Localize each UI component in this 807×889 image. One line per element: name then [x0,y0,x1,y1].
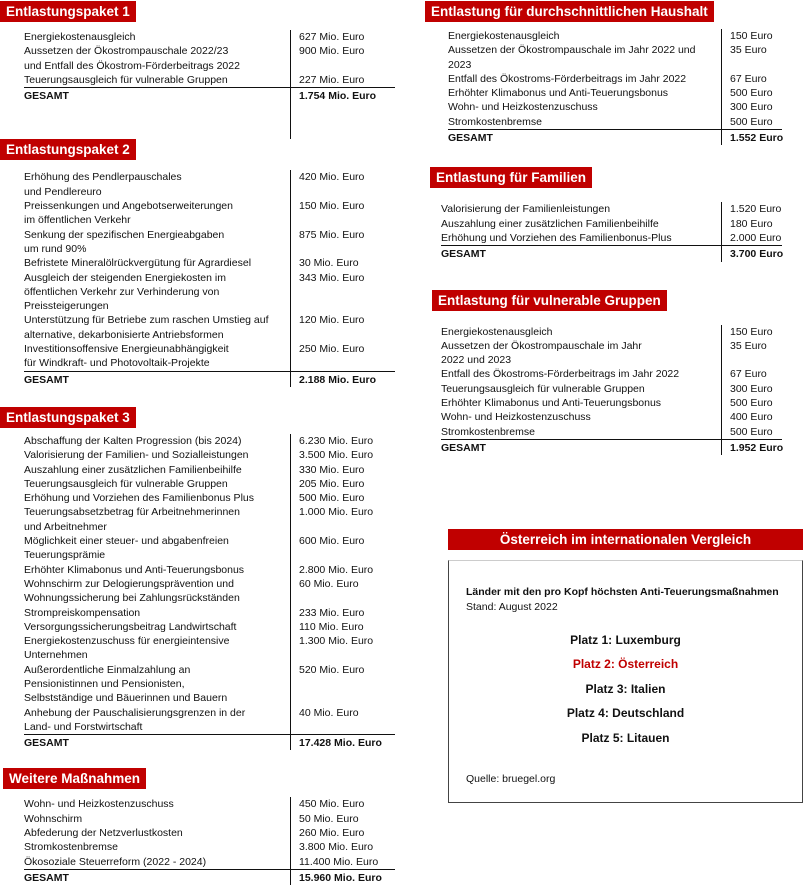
table-paket-2 [24,170,395,386]
row-label: Aussetzen der Ökostrompauschale im Jahr 2022 und 2023 [441,339,642,367]
row-value: 67 Euro [721,72,782,86]
row-value: 343 Mio. Euro [290,271,395,314]
table-familien [441,202,782,261]
left-column [0,0,405,885]
total-value: 3.700 Euro [721,245,782,261]
row-label: Wohnschirm zur Delogierungsprävention und Wohnungssicherung bei Zahlungsrückständen [24,577,240,605]
row-value: 150 Euro [721,325,782,339]
rank-item: Platz 4: Deutschland [566,706,685,721]
row-label: Erhöhter Klimabonus und Anti-Teuerungsbonus [448,87,669,100]
row-label: Valorisierung der Familienleistungen [441,203,611,216]
comparison-box [448,560,803,803]
row-value: 35 Euro [721,43,782,72]
row-label: Entfall des Ökostroms-Förderbeitrags im Jahr 2022 [441,368,680,381]
row-label: Wohn- und Heizkostenzuschuss [448,101,598,114]
row-label: Erhöhung und Vorziehen des Familienbonus-Plus [441,231,672,244]
section-header-vergleich: Österreich im internationalen Vergleich [448,529,803,550]
row-value: 60 Mio. Euro [290,577,395,606]
section-familien [430,167,807,261]
row-value: 260 Mio. Euro [290,826,395,840]
row-value: 50 Mio. Euro [290,812,395,826]
row-label: Aussetzen der Ökostrompauschale 2022/23 und Entfall des Ökostrom-Förderbeitrags 2022 [24,45,240,72]
total-value: 2.188 Mio. Euro [290,371,395,387]
row-label: Entfall des Ökostroms-Förderbeitrags im Jahr 2022 [448,72,687,85]
total-label: GESAMT [24,734,290,750]
row-label: Wohn- und Heizkostenzuschuss [441,411,591,424]
row-value: 205 Mio. Euro [290,477,395,491]
table-spacer [24,103,290,139]
table-weitere [24,797,395,885]
row-value: 500 Euro [721,396,782,410]
row-label: Erhöhter Klimabonus und Anti-Teuerungsbonus [441,397,662,410]
column-divider [290,103,395,139]
row-label: Abschaffung der Kalten Progression (bis 2024) [24,434,242,447]
row-label: Versorgungssicherungsbeitrag Landwirtschaft [24,620,237,633]
row-value: 450 Mio. Euro [290,797,395,811]
total-value: 17.428 Mio. Euro [290,734,395,750]
row-label: Investitionsoffensive Energieunabhängigkeit für Windkraft- und Photovoltaik-Projekte [24,343,229,370]
row-label: Erhöhung des Pendlerpauschales und Pendlereuro [24,171,182,198]
row-label: Befristete Mineralölrückvergütung für Agrardiesel [24,257,252,270]
comparison-date: Stand: August 2022 [466,600,558,613]
row-label: Anhebung der Pauschalisierungsgrenzen in der Land- und Forstwirtschaft [24,706,246,733]
row-value: 3.800 Mio. Euro [290,840,395,854]
comparison-source: Quelle: bruegel.org [466,772,556,785]
row-value: 30 Mio. Euro [290,256,395,270]
ranking-list [466,632,785,746]
total-label: GESAMT [24,869,290,885]
section-haushalt [425,1,807,145]
row-value: 420 Mio. Euro [290,170,395,199]
row-value: 250 Mio. Euro [290,342,395,371]
row-value: 35 Euro [721,339,782,368]
row-label: Erhöhter Klimabonus und Anti-Teuerungsbonus [24,563,245,576]
row-value: 500 Mio. Euro [290,491,395,505]
total-label: GESAMT [441,245,721,261]
row-label: Unterstützung für Betriebe zum raschen Umstieg auf alternative, dekarbonisierte Antriebsformen [24,314,269,341]
table-vulnerable [441,325,782,456]
section-header-weitere: Weitere Maßnahmen [3,768,146,789]
row-value: 1.000 Mio. Euro [290,505,395,534]
row-label: Teuerungsausgleich für vulnerable Gruppen [441,382,645,395]
row-value: 520 Mio. Euro [290,663,395,706]
row-value: 600 Mio. Euro [290,534,395,563]
row-value: 233 Mio. Euro [290,606,395,620]
row-label: Stromkostenbremse [24,841,118,854]
total-value: 1.754 Mio. Euro [290,87,395,103]
right-column [420,0,807,803]
section-header-paket-3: Entlastungspaket 3 [0,407,136,428]
section-paket-2 [0,139,405,386]
section-header-paket-1: Entlastungspaket 1 [0,1,136,22]
row-label: Strompreiskompensation [24,606,141,619]
row-label: Teuerungsabsetzbetrag für Arbeitnehmerinnen und Arbeitnehmer [24,506,240,533]
table-paket-3 [24,434,395,751]
row-label: Auszahlung einer zusätzlichen Familienbeihilfe [24,463,242,476]
section-weitere [3,768,405,885]
row-value: 1.520 Euro [721,202,782,216]
section-vulnerable [432,290,807,456]
row-label: Teuerungsausgleich für vulnerable Gruppen [24,73,228,86]
row-label: Erhöhung und Vorziehen des Familienbonus Plus [24,492,254,505]
row-label: Abfederung der Netzverlustkosten [24,827,183,840]
row-label: Auszahlung einer zusätzlichen Familienbeihilfe [441,217,659,230]
table-haushalt [448,29,782,145]
row-label: Teuerungsausgleich für vulnerable Gruppen [24,477,228,490]
row-value: 150 Euro [721,29,782,43]
row-value: 300 Euro [721,100,782,114]
section-header-haushalt: Entlastung für durchschnittlichen Haushalt [425,1,714,22]
rank-item: Platz 5: Litauen [581,730,670,745]
section-vergleich [448,529,803,803]
row-label: Valorisierung der Familien- und Sozialleistungen [24,449,249,462]
row-value: 500 Euro [721,115,782,129]
row-value: 500 Euro [721,86,782,100]
total-label: GESAMT [24,87,290,103]
row-value: 67 Euro [721,367,782,381]
row-label: Aussetzen der Ökostrompauschale im Jahr 2022 und 2023 [448,44,696,71]
row-value: 227 Mio. Euro [290,73,395,87]
rank-item: Platz 3: Italien [585,681,666,696]
row-value: 120 Mio. Euro [290,313,395,342]
total-label: GESAMT [448,129,721,145]
row-label: Stromkostenbremse [448,115,542,128]
row-value: 3.500 Mio. Euro [290,448,395,462]
row-label: Senkung der spezifischen Energieabgaben um rund 90% [24,228,225,255]
row-label: Wohnschirm [24,812,83,825]
section-header-vulnerable: Entlastung für vulnerable Gruppen [432,290,667,311]
row-label: Preissenkungen und Angebotserweiterungen im öffentlichen Verkehr [24,200,233,227]
rank-item: Platz 2: Österreich [572,657,679,672]
section-paket-1 [0,1,405,139]
row-value: 400 Euro [721,410,782,424]
row-value: 6.230 Mio. Euro [290,434,395,448]
row-value: 1.300 Mio. Euro [290,634,395,663]
row-value: 110 Mio. Euro [290,620,395,634]
row-value: 627 Mio. Euro [290,30,395,44]
row-value: 11.400 Mio. Euro [290,855,395,869]
row-value: 180 Euro [721,217,782,231]
total-label: GESAMT [441,439,721,455]
row-label: Ausgleich der steigenden Energiekosten im öffentlichen Verkehr zur Verhinderung von Preissteigerungen [24,271,226,313]
rank-item: Platz 1: Luxemburg [570,632,681,647]
row-label: Energiekostenausgleich [24,31,136,43]
row-value: 875 Mio. Euro [290,228,395,257]
row-value: 2.800 Mio. Euro [290,563,395,577]
row-value: 150 Mio. Euro [290,199,395,228]
table-paket-1 [24,30,395,139]
section-header-familien: Entlastung für Familien [430,167,592,188]
section-header-paket-2: Entlastungspaket 2 [0,139,136,160]
row-value: 900 Mio. Euro [290,44,395,73]
row-label: Wohn- und Heizkostenzuschuss [24,798,174,811]
row-label: Energiekostenzuschuss für energieintensive Unternehmen [24,635,230,662]
row-label: Stromkostenbremse [441,425,535,438]
total-value: 1.952 Euro [721,439,782,455]
row-value: 300 Euro [721,382,782,396]
row-value: 2.000 Euro [721,231,782,245]
row-label: Möglichkeit einer steuer- und abgabenfreien Teuerungsprämie [24,535,229,562]
row-label: Energiekostenausgleich [448,30,560,42]
row-value: 500 Euro [721,425,782,439]
row-label: Außerordentliche Einmalzahlung an Pensionistinnen und Pensionisten, Selbstständige und Bäuerinnen und Bauern [24,663,228,705]
total-value: 1.552 Euro [721,129,782,145]
row-label: Energiekostenausgleich [441,325,553,338]
section-paket-3 [0,407,405,751]
total-value: 15.960 Mio. Euro [290,869,395,885]
row-value: 40 Mio. Euro [290,706,395,735]
total-label: GESAMT [24,371,290,387]
comparison-subtitle: Länder mit den pro Kopf höchsten Anti-Teuerungsmaßnahmen [466,586,779,599]
row-value: 330 Mio. Euro [290,463,395,477]
row-label: Ökosoziale Steuerreform (2022 - 2024) [24,855,207,868]
